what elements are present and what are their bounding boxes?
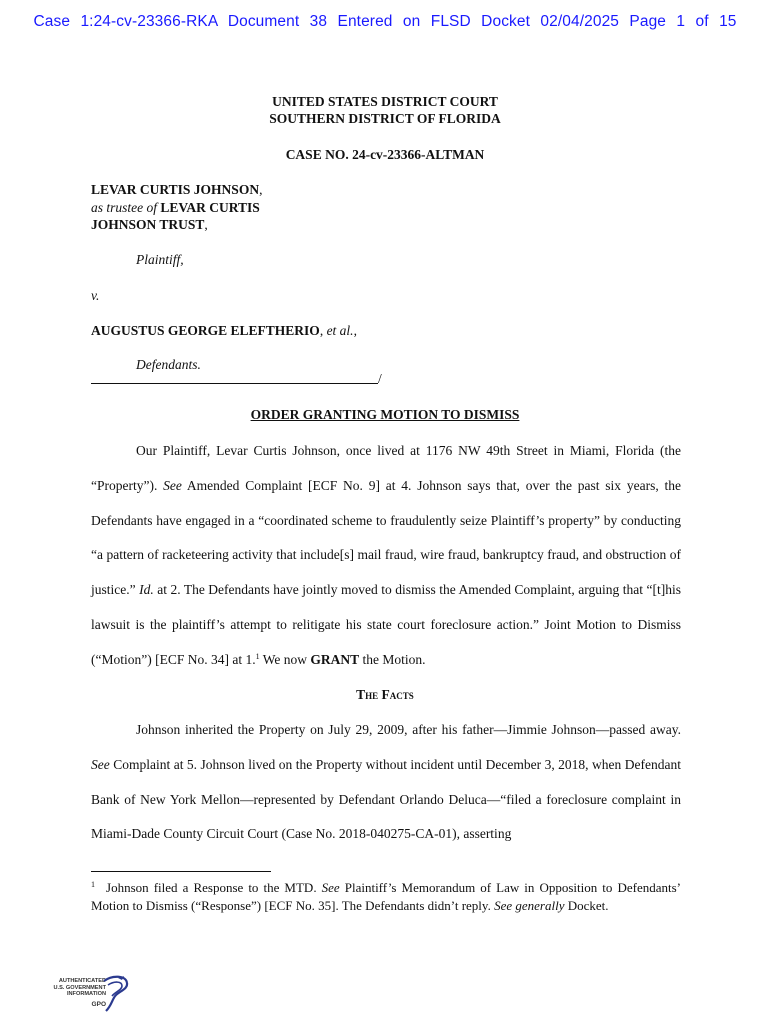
plaintiff-role-text: Plaintiff bbox=[136, 252, 181, 267]
p2-text-2: Complaint at 5. Johnson lived on the Property without incident until December 3, 2018, when Defendant Bank of New York Mellon—represented by Defendant Orlando Deluca—“filed a foreclosure complaint in Miami-Dade County Circuit Court (Case No. 2018-040275-CA-01), asserting bbox=[91, 756, 681, 842]
logo-text bbox=[40, 978, 106, 998]
trust-name-line1: LEVAR CURTIS bbox=[160, 199, 260, 215]
fn-text-1: Johnson filed a Response to the MTD. bbox=[101, 880, 322, 895]
p1-grant: GRANT bbox=[310, 651, 360, 667]
trustee-prefix: as trustee of bbox=[91, 199, 157, 215]
p1-text-1: Our Plaintiff, Levar Curtis Johnson, once lived at 1176 NW 49th Street in Miami, Florida (the “Property”). bbox=[91, 443, 681, 493]
logo-gpo: GPO bbox=[91, 1001, 106, 1008]
caption-slash: / bbox=[378, 371, 382, 386]
fn-signal-see: See bbox=[321, 880, 340, 895]
caption-signature-line bbox=[91, 371, 382, 387]
plaintiff-role bbox=[136, 252, 184, 268]
p1-text-2: Amended Complaint [ECF No. 9] at 4. Johnson says that, over the past six years, the Defendants have engaged in a “coordinated scheme to fraudulently seize Plaintiff’s property” by conducting “a pattern of racketeering activity that include[s] mail fraud, wire fraud, bankruptcy fraud, and obstruction of justice.” bbox=[91, 477, 681, 598]
logo-line2: U.S. GOVERNMENT bbox=[53, 984, 106, 991]
p2-signal-see: See bbox=[91, 756, 110, 772]
trust-name-line2: JOHNSON TRUST bbox=[91, 217, 205, 232]
footnote-rule bbox=[91, 871, 271, 872]
facts-heading: The Facts bbox=[356, 687, 414, 702]
plaintiff-role-punct: , bbox=[180, 252, 184, 267]
gpo-authenticated-logo bbox=[40, 975, 140, 1017]
court-district: SOUTHERN DISTRICT OF FLORIDA bbox=[269, 111, 501, 126]
p1-text-4: We now bbox=[259, 651, 311, 667]
order-title: ORDER GRANTING MOTION TO DISMISS bbox=[250, 407, 520, 422]
defendant-etal: et al. bbox=[326, 323, 354, 338]
p1-signal-see: See bbox=[163, 477, 182, 493]
footnote-ref-1: 1 bbox=[255, 651, 260, 661]
fn-text-3: Docket. bbox=[564, 897, 609, 913]
trust-punct: , bbox=[204, 217, 208, 232]
plaintiff-name-punct: , bbox=[259, 182, 263, 197]
court-name: UNITED STATES DISTRICT COURT bbox=[272, 94, 498, 109]
caption-rule bbox=[91, 383, 378, 384]
case-number: CASE NO. 24-cv-23366-ALTMAN bbox=[285, 147, 485, 162]
eagle-icon bbox=[100, 975, 130, 1017]
fn-signal-see-generally: See generally bbox=[494, 897, 565, 913]
logo-line1: AUTHENTICATED bbox=[58, 978, 106, 984]
defendant-role: Defendants. bbox=[136, 357, 201, 372]
docket-header-stamp: Case 1:24-cv-23366-RKA Document 38 Entered on FLSD Docket 02/04/2025 Page 1 of 15 bbox=[33, 13, 737, 30]
plaintiff-name: LEVAR CURTIS JOHNSON bbox=[91, 182, 260, 197]
plaintiff-caption bbox=[91, 181, 262, 234]
p1-text-5: the Motion. bbox=[359, 651, 426, 667]
paragraph-intro bbox=[91, 434, 681, 678]
fn-text-2: Plaintiff’s Memorandum of Law in Opposition to Defendants’ Motion to Dismiss (“Response”) [ECF No. 35]. The Defendants didn’t reply. bbox=[91, 880, 681, 913]
defendant-name: AUGUSTUS GEORGE ELEFTHERIO bbox=[91, 323, 320, 338]
versus: v. bbox=[91, 288, 100, 303]
p2-text-1: Johnson inherited the Property on July 29, 2009, after his father—Jimmie Johnson—passed away. bbox=[136, 722, 681, 737]
logo-line3: INFORMATION bbox=[66, 991, 106, 998]
defendant-caption bbox=[91, 323, 357, 339]
paragraph-facts bbox=[91, 713, 681, 852]
defendant-punct: , bbox=[353, 323, 357, 338]
p1-signal-id: Id. bbox=[139, 582, 154, 598]
defendant-sep: , bbox=[319, 323, 327, 338]
footnote-1: 1 Johnson filed a Response to the MTD. See Plaintiff’s Memorandum of Law in Opposition to Defendants’ Motion to Dismiss (“Response”) [ECF No. 35]. The Defendants didn’t reply. See generally Docket. bbox=[91, 880, 681, 913]
p1-text-3: at 2. The Defendants have jointly moved to dismiss the Amended Complaint, arguing that “[t]his lawsuit is the plaintiff’s attempt to relitigate his state court foreclosure action.” Joint Motion to Dismiss (“Motion”) [ECF No. 34] at 1. bbox=[91, 582, 682, 667]
